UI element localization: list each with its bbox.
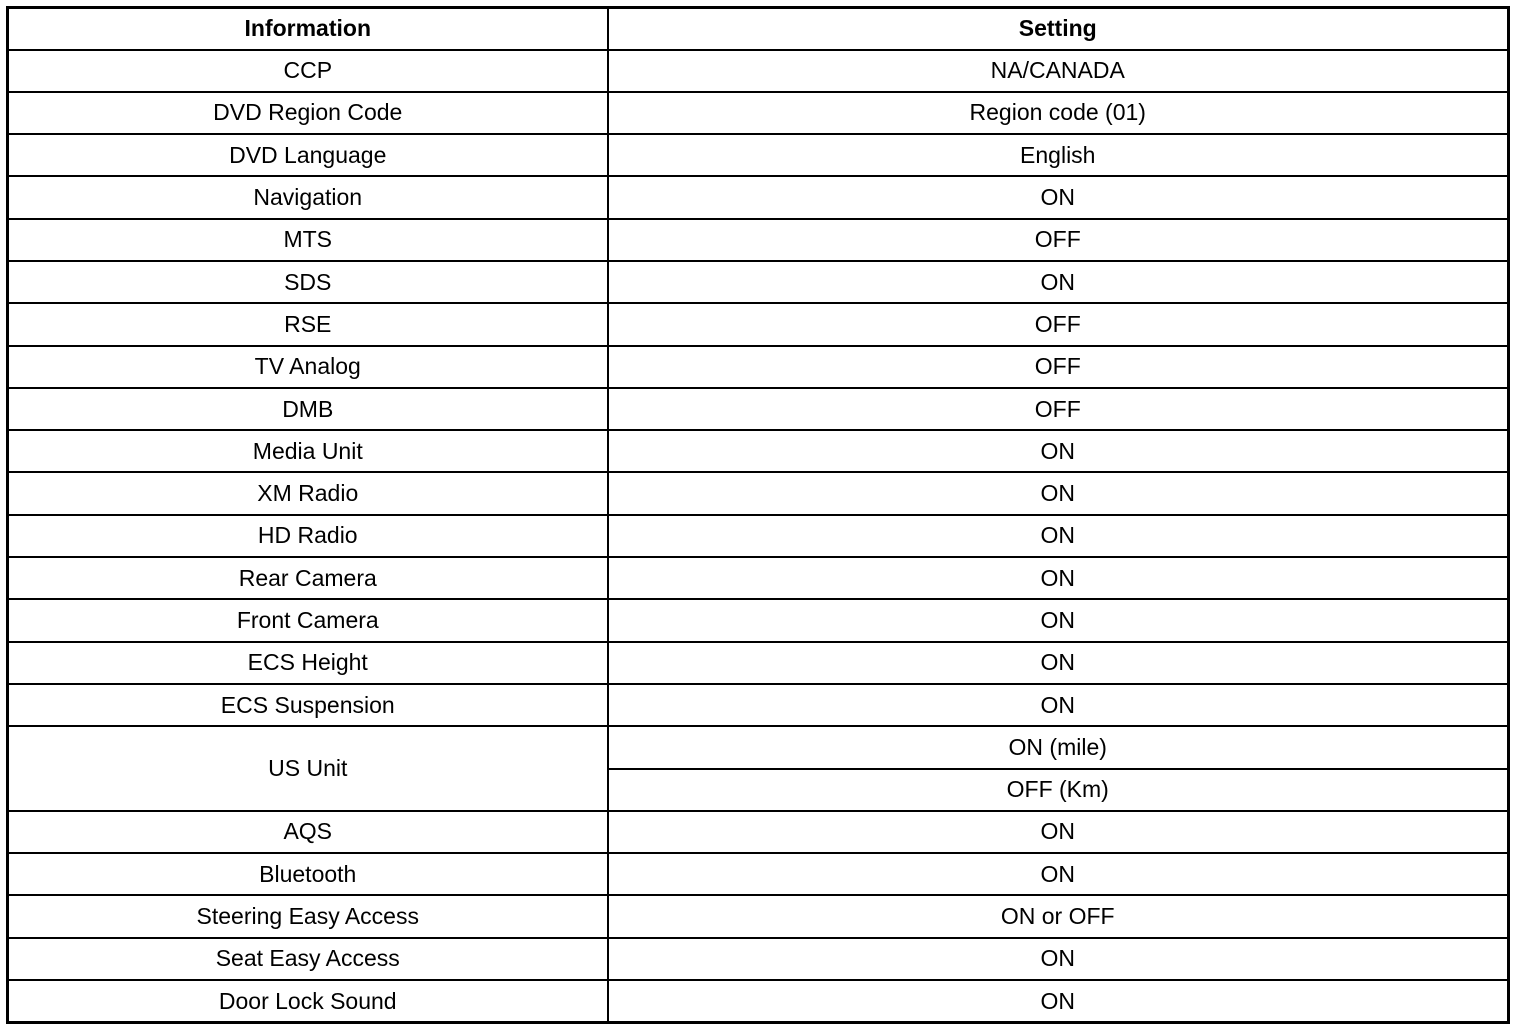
setting-cell: ON bbox=[608, 853, 1509, 895]
table-row bbox=[8, 176, 1509, 218]
setting-cell: ON bbox=[608, 557, 1509, 599]
table-row bbox=[8, 853, 1509, 895]
setting-cell: NA/CANADA bbox=[608, 50, 1509, 92]
information-cell: AQS bbox=[8, 811, 608, 853]
setting-cell: Region code (01) bbox=[608, 92, 1509, 134]
setting-cell: OFF bbox=[608, 219, 1509, 261]
table-row bbox=[8, 346, 1509, 388]
setting-cell: ON (mile) bbox=[608, 726, 1509, 768]
setting-column-header: Setting bbox=[608, 8, 1509, 50]
information-cell: Door Lock Sound bbox=[8, 980, 608, 1022]
table-row bbox=[8, 557, 1509, 599]
information-cell: RSE bbox=[8, 303, 608, 345]
setting-cell: ON bbox=[608, 811, 1509, 853]
information-cell: MTS bbox=[8, 219, 608, 261]
table-row bbox=[8, 261, 1509, 303]
table-row bbox=[8, 303, 1509, 345]
setting-cell: ON bbox=[608, 176, 1509, 218]
information-cell: Bluetooth bbox=[8, 853, 608, 895]
settings-table bbox=[6, 6, 1510, 1024]
information-cell: ECS Suspension bbox=[8, 684, 608, 726]
table-row bbox=[8, 895, 1509, 937]
information-cell: Navigation bbox=[8, 176, 608, 218]
setting-cell: ON bbox=[608, 938, 1509, 980]
table-row bbox=[8, 388, 1509, 430]
setting-cell: OFF bbox=[608, 346, 1509, 388]
setting-cell: OFF bbox=[608, 303, 1509, 345]
information-cell: Rear Camera bbox=[8, 557, 608, 599]
setting-cell: ON bbox=[608, 261, 1509, 303]
setting-cell: ON or OFF bbox=[608, 895, 1509, 937]
table-row bbox=[8, 642, 1509, 684]
table-row bbox=[8, 430, 1509, 472]
information-cell: ECS Height bbox=[8, 642, 608, 684]
information-column-header: Information bbox=[8, 8, 608, 50]
setting-cell: ON bbox=[608, 684, 1509, 726]
information-cell: XM Radio bbox=[8, 472, 608, 514]
setting-cell: ON bbox=[608, 642, 1509, 684]
information-cell: SDS bbox=[8, 261, 608, 303]
information-cell: TV Analog bbox=[8, 346, 608, 388]
information-cell: Media Unit bbox=[8, 430, 608, 472]
table-row bbox=[8, 684, 1509, 726]
setting-cell: ON bbox=[608, 430, 1509, 472]
table-row bbox=[8, 726, 1509, 768]
table-row bbox=[8, 92, 1509, 134]
table-row bbox=[8, 515, 1509, 557]
information-cell: CCP bbox=[8, 50, 608, 92]
information-cell: Steering Easy Access bbox=[8, 895, 608, 937]
table-row bbox=[8, 219, 1509, 261]
setting-cell: ON bbox=[608, 515, 1509, 557]
setting-cell: ON bbox=[608, 599, 1509, 641]
information-cell: Seat Easy Access bbox=[8, 938, 608, 980]
table-row bbox=[8, 472, 1509, 514]
setting-cell: OFF bbox=[608, 388, 1509, 430]
setting-cell: ON bbox=[608, 472, 1509, 514]
table-row bbox=[8, 50, 1509, 92]
information-cell: HD Radio bbox=[8, 515, 608, 557]
setting-cell: ON bbox=[608, 980, 1509, 1022]
information-cell: Front Camera bbox=[8, 599, 608, 641]
setting-cell-alt: OFF (Km) bbox=[608, 769, 1509, 811]
header-row bbox=[8, 8, 1509, 50]
table-row bbox=[8, 980, 1509, 1022]
information-cell: DVD Region Code bbox=[8, 92, 608, 134]
table-row bbox=[8, 938, 1509, 980]
table-row bbox=[8, 134, 1509, 176]
setting-cell: English bbox=[608, 134, 1509, 176]
information-cell: US Unit bbox=[8, 726, 608, 811]
table-row bbox=[8, 811, 1509, 853]
table-row bbox=[8, 599, 1509, 641]
information-cell: DVD Language bbox=[8, 134, 608, 176]
information-cell: DMB bbox=[8, 388, 608, 430]
